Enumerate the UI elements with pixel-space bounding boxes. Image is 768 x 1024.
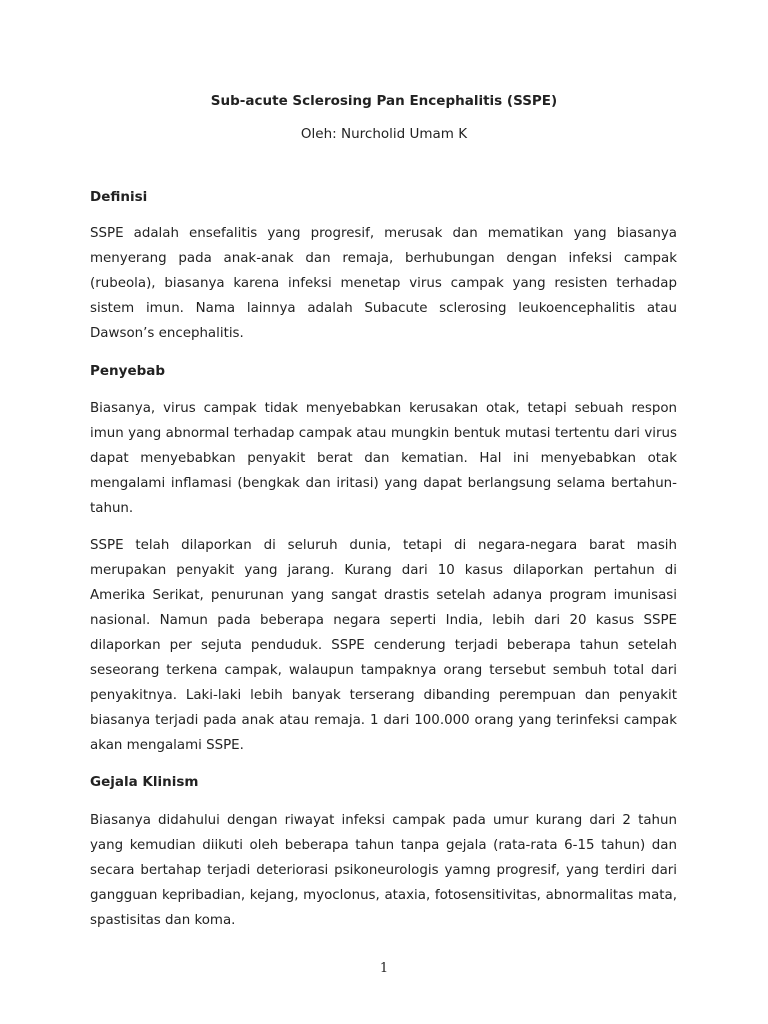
paragraph-gejala-klinism: Biasanya didahului dengan riwayat infeksi campak pada umur kurang dari 2 tahun yang kemudian diikuti oleh beberapa tahun tanpa gejala (rata-rata 6-15 tahun) dan secara bertahap terjadi deteriorasi psikoneurologis yamng progresif, yang terdiri dari gangguan kepribadian, kejang, myoclonus, ataxia, fotosensitivitas, abnormalitas mata, spastisitas dan koma.: [90, 813, 677, 928]
section-heading-penyebab: Penyebab: [90, 363, 166, 379]
paragraph-penyebab-2: SSPE telah dilaporkan di seluruh dunia, tetapi di negara-negara barat masih merupakan penyakit yang jarang. Kurang dari 10 kasus dilaporkan pertahun di Amerika Serikat, penurunan yang sangat drastis setelah adanya program imunisasi nasional. Namun pada beberapa negara seperti India, lebih dari 20 kasus SSPE dilaporkan per sejuta penduduk. SSPE cenderung terjadi beberapa tahun setelah seseorang terkena campak, walaupun tampaknya orang tersebut sembuh total dari penyakitnya. Laki-laki lebih banyak terserang dibanding perempuan dan penyakit biasanya terjadi pada anak atau remaja. 1 dari 100.000 orang yang terinfeksi campak akan mengalami SSPE.: [90, 538, 677, 753]
page-number: 1: [379, 961, 389, 976]
document-author: Oleh: Nurcholid Umam K: [300, 126, 468, 142]
paragraph-penyebab-1: Biasanya, virus campak tidak menyebabkan kerusakan otak, tetapi sebuah respon imun yang abnormal terhadap campak atau mungkin bentuk mutasi tertentu dari virus dapat menyebabkan penyakit berat dan kematian. Hal ini menyebabkan otak mengalami inflamasi (bengkak dan iritasi) yang dapat berlangsung selama bertahun-tahun.: [90, 401, 677, 516]
section-heading-definisi: Definisi: [90, 189, 148, 205]
section-heading-gejala-klinism: Gejala Klinism: [90, 774, 199, 790]
document-title: Sub-acute Sclerosing Pan Encephalitis (SSPE): [210, 93, 558, 109]
paragraph-definisi: SSPE adalah ensefalitis yang progresif, merusak dan mematikan yang biasanya menyerang pada anak-anak dan remaja, berhubungan dengan infeksi campak (rubeola), biasanya karena infeksi menetap virus campak yang resisten terhadap sistem imun. Nama lainnya adalah Subacute sclerosing leukoencephalitis atau Dawson’s encephalitis.: [90, 226, 677, 341]
